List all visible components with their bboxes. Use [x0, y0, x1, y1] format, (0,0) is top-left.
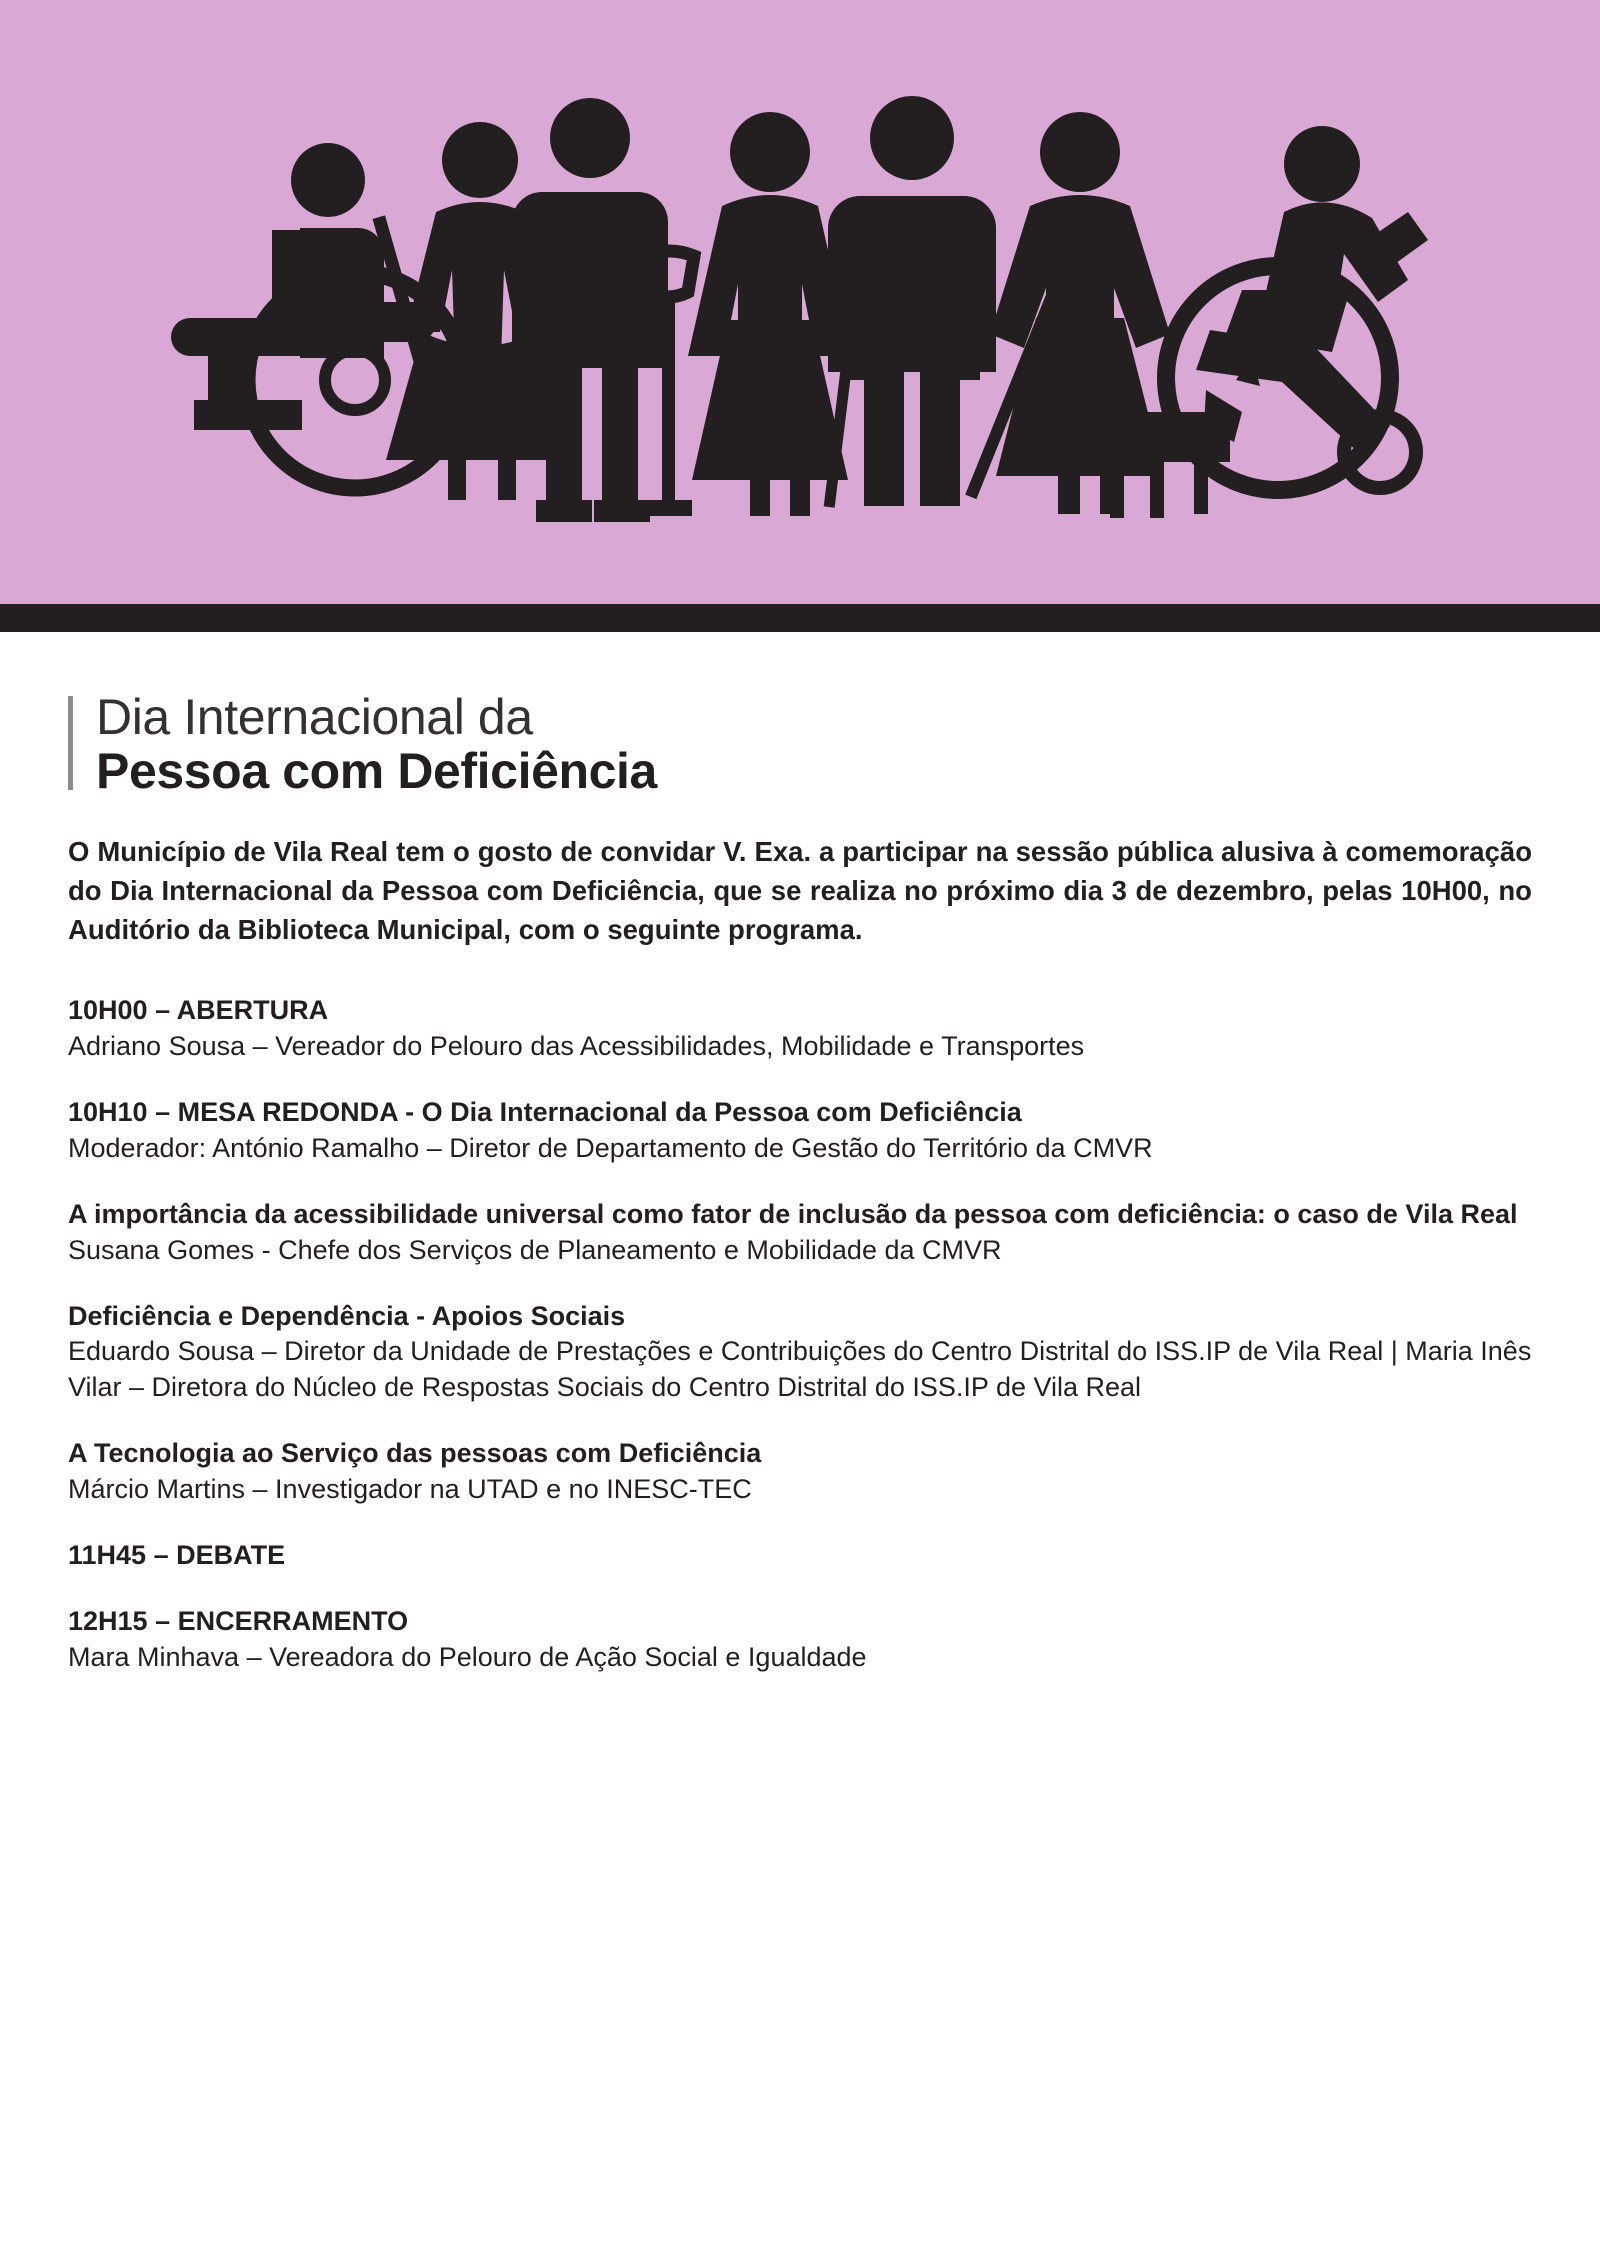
programme-item-heading: 10H10 – MESA REDONDA - O Dia Internacional da Pessoa com Deficiência [68, 1096, 1022, 1127]
standing-man-icon [828, 96, 996, 506]
banner [0, 0, 1600, 604]
programme-item [68, 1197, 1532, 1269]
banner-divider-rule [0, 604, 1600, 632]
title-accent-bar [68, 696, 73, 790]
programme-item-heading: Deficiência e Dependência - Apoios Sociais [68, 1300, 626, 1331]
banner-spacer [0, 632, 1600, 642]
programme-item-heading: 12H15 – ENCERRAMENTO [68, 1606, 409, 1637]
banner-artwork [150, 60, 1450, 560]
programme-item-speaker: Mara Minhava – Vereadora do Pelouro de Ação Social e Igualdade [68, 1641, 867, 1672]
programme-item-speaker: Adriano Sousa – Vereador do Pelouro das Acessibilidades, Mobilidade e Transportes [68, 1031, 1085, 1062]
programme-list [68, 993, 1532, 1676]
programme-item [68, 1538, 1532, 1574]
programme-item-speaker: Márcio Martins – Investigador na UTAD e no INESC-TEC [68, 1474, 752, 1505]
title-line-2: Pessoa com Deficiência [96, 743, 657, 799]
programme-item [68, 1604, 1532, 1676]
title-line-1: Dia Internacional da [96, 689, 533, 745]
document-content [0, 642, 1600, 1676]
programme-item-heading: 11H45 – DEBATE [68, 1540, 286, 1571]
programme-item-speaker: Eduardo Sousa – Diretor da Unidade de Prestações e Contribuições do Centro Distrital do ISS.IP de Vila Real | Maria Inês Vilar – Diretora do Núcleo de Respostas Sociais do Centro Distrital do ISS.IP de Vila Real [68, 1336, 1532, 1403]
programme-item [68, 1095, 1532, 1167]
programme-item-speaker: Moderador: António Ramalho – Diretor de Departamento de Gestão do Território da CMVR [68, 1132, 1153, 1163]
programme-item-heading: A Tecnologia ao Serviço das pessoas com Deficiência [68, 1438, 762, 1469]
woman-with-guide-dog-icon [965, 112, 1260, 518]
programme-item-heading: A importância da acessibilidade universal como fator de inclusão da pessoa com deficiência: o caso de Vila Real [68, 1198, 1518, 1229]
invitation-paragraph: O Município de Vila Real tem o gosto de convidar V. Exa. a participar na sessão pública alusiva à comemoração do Dia Internacional da Pessoa com Deficiência, que se realiza no próximo dia 3 de dezembro, pelas 10H00, no Auditório da Biblioteca Municipal, com o seguinte programa. [68, 836, 1532, 946]
page-title [68, 690, 1532, 798]
programme-item-heading: 10H00 – ABERTURA [68, 995, 329, 1026]
programme-item [68, 1299, 1532, 1407]
programme-item [68, 993, 1532, 1065]
programme-item [68, 1436, 1532, 1508]
programme-item-speaker: Susana Gomes - Chefe dos Serviços de Planeamento e Mobilidade da CMVR [68, 1234, 1002, 1265]
